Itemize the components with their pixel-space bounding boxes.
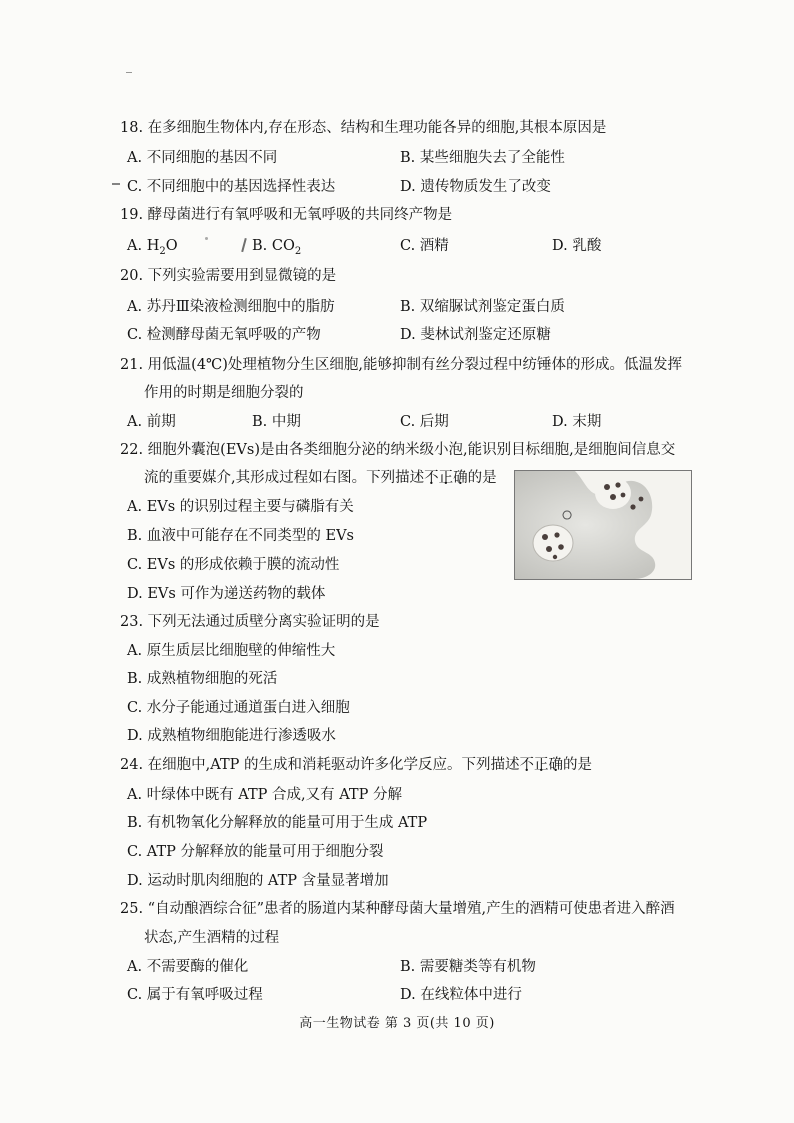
option-25-d: D. 在线粒体中进行 bbox=[400, 987, 522, 1003]
option-22-b: B. 血液中可能存在不同类型的 EVs bbox=[127, 528, 354, 544]
option-text: B. CO bbox=[252, 238, 295, 254]
option-25-c: C. 属于有氧呼吸过程 bbox=[127, 987, 263, 1003]
scan-speck bbox=[126, 72, 132, 73]
option-19-d: D. 乳酸 bbox=[552, 238, 602, 254]
option-text: O bbox=[165, 238, 178, 254]
option-20-d: D. 斐林试剂鉴定还原糖 bbox=[400, 327, 551, 343]
question-number: 24. bbox=[120, 757, 144, 773]
question-number: 23. bbox=[120, 614, 144, 630]
emphasis-char: 不 · bbox=[424, 464, 439, 493]
question-text: 下列实验需要用到显微镜的是 bbox=[147, 268, 337, 284]
option-18-a: A. 不同细胞的基因不同 bbox=[127, 150, 278, 166]
question-number: 18. bbox=[120, 120, 144, 136]
option-21-c: C. 后期 bbox=[400, 414, 449, 430]
vesicle-spot bbox=[546, 546, 552, 552]
option-25-a: A. 不需要酶的催化 bbox=[127, 959, 249, 975]
released-vesicle bbox=[533, 525, 573, 561]
budding-vesicle bbox=[595, 477, 631, 509]
question-number: 22. bbox=[120, 442, 144, 458]
question-22-stem-line1 bbox=[120, 436, 675, 465]
option-23-c: C. 水分子能通过通道蛋白进入细胞 bbox=[127, 700, 350, 716]
question-number: 19. bbox=[120, 207, 144, 223]
option-22-d: D. EVs 可作为递送药物的载体 bbox=[127, 586, 326, 602]
question-text: 的是 bbox=[563, 757, 592, 773]
question-21-stem-line1 bbox=[120, 351, 682, 380]
question-text: 细胞外囊泡(EVs)是由各类细胞分泌的纳米级小泡,能识别目标细胞,是细胞间信息交 bbox=[147, 442, 676, 458]
option-18-c: C. 不同细胞中的基因选择性表达 bbox=[127, 179, 336, 195]
question-number: 21. bbox=[120, 357, 144, 373]
subscript: 2 bbox=[294, 245, 302, 257]
emphasis-char: 确 · bbox=[549, 751, 564, 780]
option-20-b: B. 双缩脲试剂鉴定蛋白质 bbox=[400, 299, 565, 315]
option-24-c: C. ATP 分解释放的能量可用于细胞分裂 bbox=[127, 844, 384, 860]
scan-speck bbox=[241, 238, 246, 252]
vesicle-spot bbox=[554, 532, 559, 537]
evs-illustration bbox=[515, 471, 691, 579]
option-19-b bbox=[252, 234, 301, 264]
question-text: 酵母菌进行有氧呼吸和无氧呼吸的共同终产物是 bbox=[147, 207, 453, 223]
option-23-a: A. 原生质层比细胞壁的伸缩性大 bbox=[127, 643, 336, 659]
option-24-b: B. 有机物氧化分解释放的能量可用于生成 ATP bbox=[127, 815, 428, 831]
option-20-a: A. 苏丹Ⅲ染液检测细胞中的脂肪 bbox=[127, 299, 335, 315]
subscript: 2 bbox=[159, 245, 166, 257]
option-18-b: B. 某些细胞失去了全能性 bbox=[400, 150, 565, 166]
option-24-d: D. 运动时肌肉细胞的 ATP 含量显著增加 bbox=[127, 873, 389, 889]
question-25-stem-line2: 状态,产生酒精的过程 bbox=[144, 930, 280, 946]
option-22-c: C. EVs 的形成依赖于膜的流动性 bbox=[127, 557, 340, 573]
evs-formation-figure bbox=[514, 470, 692, 580]
vesicle-spot bbox=[615, 482, 620, 487]
option-23-d: D. 成熟植物细胞能进行渗透吸水 bbox=[127, 728, 336, 744]
question-text: 的是 bbox=[467, 470, 497, 486]
option-24-a: A. 叶绿体中既有 ATP 合成,又有 ATP 分解 bbox=[127, 787, 402, 803]
option-22-a: A. EVs 的识别过程主要与磷脂有关 bbox=[127, 499, 354, 515]
vesicle-spot bbox=[630, 504, 635, 509]
scan-speck bbox=[112, 183, 120, 185]
question-text: “自动酿酒综合征”患者的肠道内某种酵母菌大量增殖,产生的酒精可使患者进入醉酒 bbox=[147, 901, 675, 917]
question-21-stem-line2: 作用的时期是细胞分裂的 bbox=[144, 385, 304, 401]
option-20-c: C. 检测酵母菌无氧呼吸的产物 bbox=[127, 327, 321, 343]
question-20-stem bbox=[120, 262, 336, 291]
question-23-stem bbox=[120, 608, 380, 637]
vesicle-spot bbox=[610, 494, 616, 500]
vesicle-spot bbox=[553, 555, 557, 559]
question-text: 流的重要媒介,其形成过程如右图。下列描述 bbox=[144, 470, 425, 486]
emphasis-char: 正 · bbox=[534, 751, 549, 780]
vesicle-spot bbox=[542, 534, 548, 540]
question-24-stem bbox=[120, 751, 592, 780]
question-number: 25. bbox=[120, 901, 144, 917]
question-text: 用低温(4℃)处理植物分生区细胞,能够抑制有丝分裂过程中纺锤体的形成。低温发挥 bbox=[147, 357, 683, 373]
option-21-b: B. 中期 bbox=[252, 414, 301, 430]
option-19-c: C. 酒精 bbox=[400, 238, 449, 254]
question-number: 20. bbox=[120, 268, 144, 284]
emphasis-char: 不 · bbox=[520, 751, 535, 780]
option-25-b: B. 需要糖类等有机物 bbox=[400, 959, 536, 975]
question-19-stem bbox=[120, 201, 452, 230]
emphasis-char: 正 · bbox=[439, 464, 454, 493]
option-21-d: D. 末期 bbox=[552, 414, 602, 430]
option-23-b: B. 成熟植物细胞的死活 bbox=[127, 671, 278, 687]
question-text: 在多细胞生物体内,存在形态、结构和生理功能各异的细胞,其根本原因是 bbox=[147, 120, 607, 136]
scan-speck bbox=[205, 237, 208, 240]
option-text: A. H bbox=[127, 238, 160, 254]
page-footer: 高一生物试卷 第 3 页(共 10 页) bbox=[299, 1016, 495, 1031]
question-text: 在细胞中,ATP 的生成和消耗驱动许多化学反应。下列描述 bbox=[147, 757, 520, 773]
option-19-a bbox=[127, 234, 178, 264]
vesicle-spot bbox=[639, 497, 644, 502]
vesicle-spot bbox=[558, 544, 564, 550]
question-22-stem-line2 bbox=[144, 464, 497, 493]
vesicle-spot bbox=[621, 493, 626, 498]
option-21-a: A. 前期 bbox=[127, 414, 176, 430]
question-25-stem-line1 bbox=[120, 895, 675, 924]
question-text: 下列无法通过质壁分离实验证明的是 bbox=[147, 614, 380, 630]
question-18-stem bbox=[120, 114, 606, 143]
vesicle-spot bbox=[604, 484, 610, 490]
option-18-d: D. 遗传物质发生了改变 bbox=[400, 179, 551, 195]
emphasis-char: 确 · bbox=[453, 464, 468, 493]
